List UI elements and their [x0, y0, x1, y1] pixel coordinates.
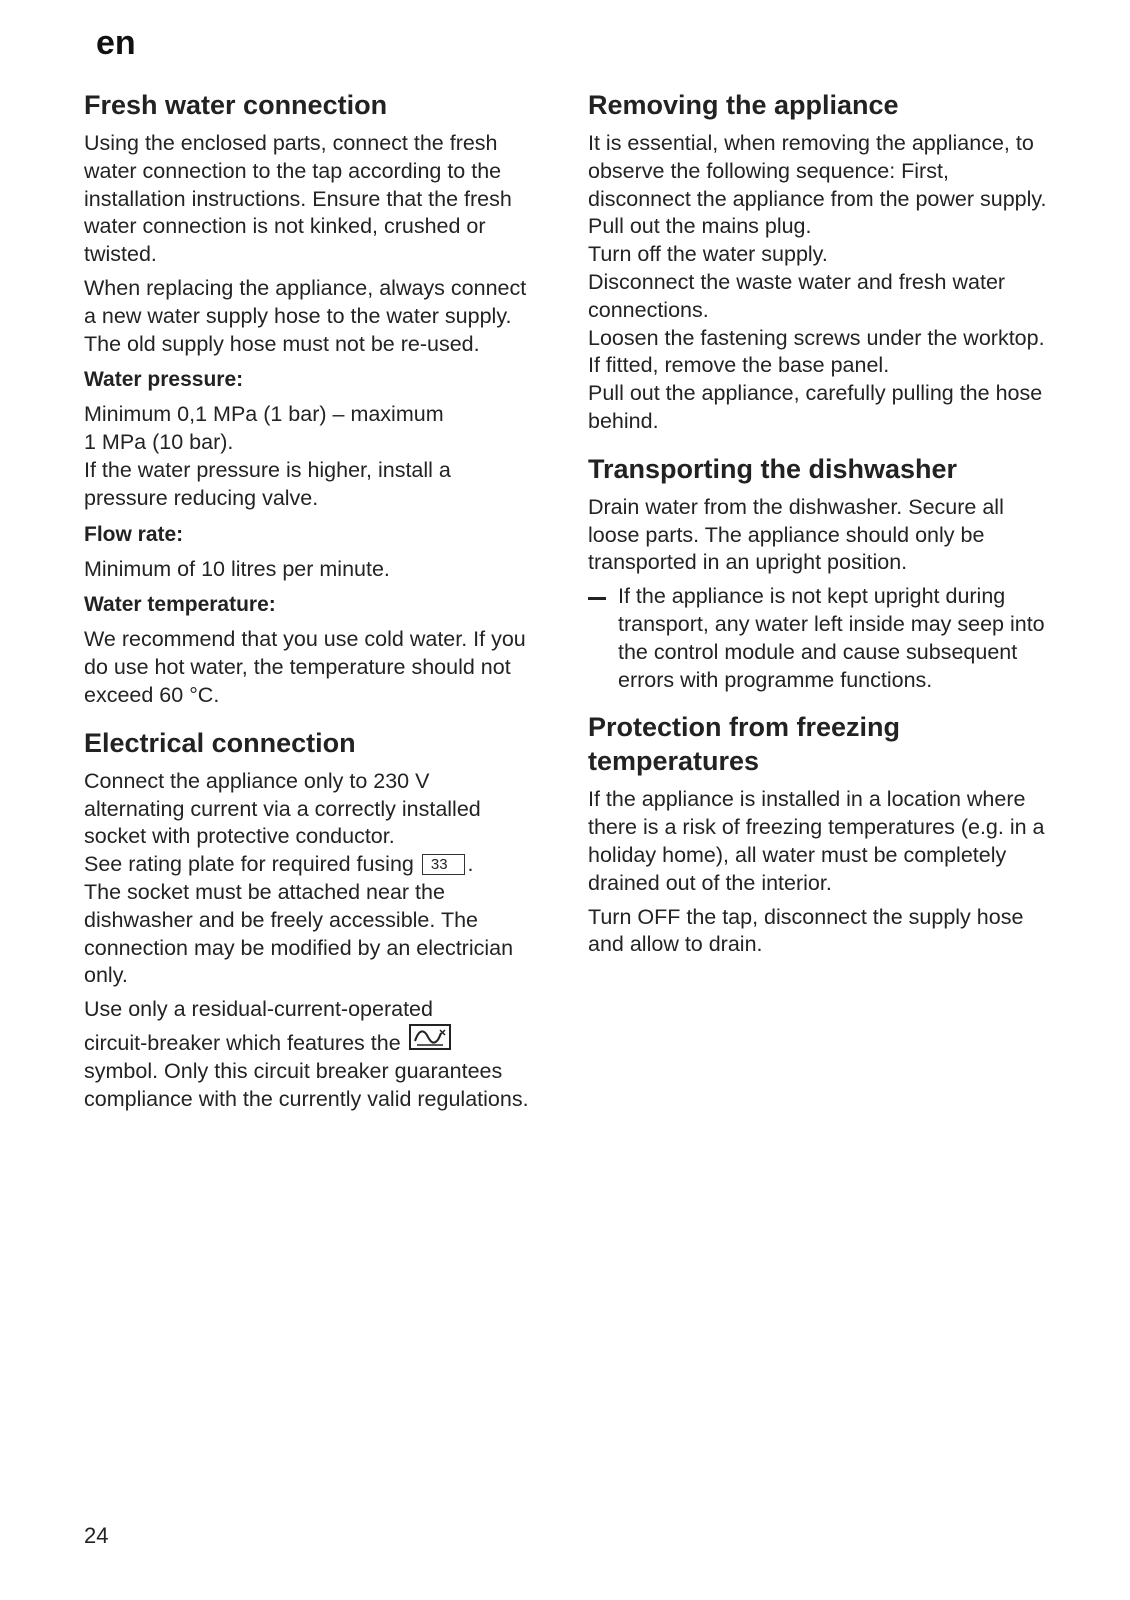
freezing-paragraph-2: Turn OFF the tap, disconnect the supply hose and allow to drain.: [588, 904, 1024, 957]
fresh-water-paragraph-2: When replacing the appliance, always connect a new water supply hose to the water supply. The old supply hose must not be re-used.: [84, 275, 527, 356]
flow-rate-label: Flow rate:: [84, 522, 184, 546]
rating-plate-reference: 33: [422, 854, 465, 875]
left-column: [84, 88, 534, 1119]
transporting-paragraph: Drain water from the dishwasher. Secure all loose parts. The appliance should only be transported in an upright position.: [588, 494, 1004, 575]
electrical-text: [84, 768, 534, 990]
removing-step-1: Pull out the mains plug.: [588, 214, 812, 239]
freezing-paragraph-1: If the appliance is installed in a location where there is a risk of freezing temperatures (e.g. in a holiday home), all water must be completely drained out of the interior.: [588, 787, 1045, 895]
removing-intro: It is essential, when removing the appliance, to observe the following sequence: First, disconnect the appliance from the power supply.: [588, 131, 1047, 211]
freezing-heading: [588, 710, 1048, 778]
rcd-line-3: symbol. Only this circuit breaker guarantees compliance with the currently valid regulations.: [84, 1058, 529, 1111]
water-pressure-line-2: 1 MPa (10 bar).: [84, 430, 234, 455]
flow-rate-text: Minimum of 10 litres per minute.: [84, 556, 390, 581]
fresh-water-section: [84, 88, 534, 710]
transporting-heading: Transporting the dishwasher: [588, 453, 958, 484]
rcd-paragraph: [84, 996, 534, 1113]
removing-heading: Removing the appliance: [588, 90, 899, 120]
electrical-section: [84, 726, 534, 1114]
water-temperature-text: We recommend that you use cold water. If you do use hot water, the temperature should not exceed 60 °C.: [84, 627, 526, 707]
freezing-heading-line-1: Protection from freezing: [588, 712, 901, 743]
removing-step-5: Pull out the appliance, carefully pulling the hose behind.: [588, 381, 1043, 433]
water-pressure-line-3: If the water pressure is higher, install a pressure reducing valve.: [84, 457, 451, 510]
rcd-symbol-icon: [409, 1024, 451, 1050]
removing-step-2: Turn off the water supply.: [588, 242, 828, 267]
electrical-paragraph-2: The socket must be attached near the dishwasher and be freely accessible. The connection may be modified by an electrician only.: [84, 879, 514, 988]
fresh-water-heading: Fresh water connection: [84, 90, 388, 120]
water-temperature-label: Water temperature:: [84, 593, 276, 617]
transporting-bullet: [588, 583, 1048, 694]
electrical-paragraph-1: Connect the appliance only to 230 V alternating current via a correctly installed socket with protective conductor.: [84, 768, 481, 849]
removing-section: [588, 88, 1048, 436]
rcd-line-2: circuit-breaker which features the: [84, 1030, 401, 1055]
fusing-period: .: [467, 852, 474, 877]
removing-step-4: Loosen the fastening screws under the worktop. If fitted, remove the base panel.: [588, 325, 1045, 378]
water-pressure-label: Water pressure:: [84, 368, 244, 392]
transporting-bullet-text: If the appliance is not kept upright during transport, any water left inside may seep into the control module and cause subsequent errors with programme functions.: [618, 584, 1045, 692]
water-pressure-text: [84, 401, 534, 512]
dash-bullet-icon: [588, 597, 606, 600]
freezing-heading-line-2: temperatures: [588, 746, 760, 777]
rcd-line-1: Use only a residual-current-operated: [84, 997, 433, 1022]
page-number: 24: [84, 1523, 109, 1548]
fusing-text: See rating plate for required fusing: [84, 852, 414, 877]
transporting-section: [588, 452, 1048, 695]
fresh-water-paragraph-1: Using the enclosed parts, connect the fresh water connection to the tap according to the installation instructions. Ensure that the fresh water connection is not kinked, crushed or twisted.: [84, 131, 512, 267]
language-label: en: [96, 24, 136, 62]
water-pressure-line-1: Minimum 0,1 MPa (1 bar) – maximum: [84, 402, 444, 427]
removing-text: [588, 130, 1048, 436]
right-column: [588, 88, 1048, 965]
freezing-section: [588, 710, 1048, 959]
electrical-heading: Electrical connection: [84, 727, 356, 758]
removing-step-3: Disconnect the waste water and fresh water connections.: [588, 269, 1006, 322]
